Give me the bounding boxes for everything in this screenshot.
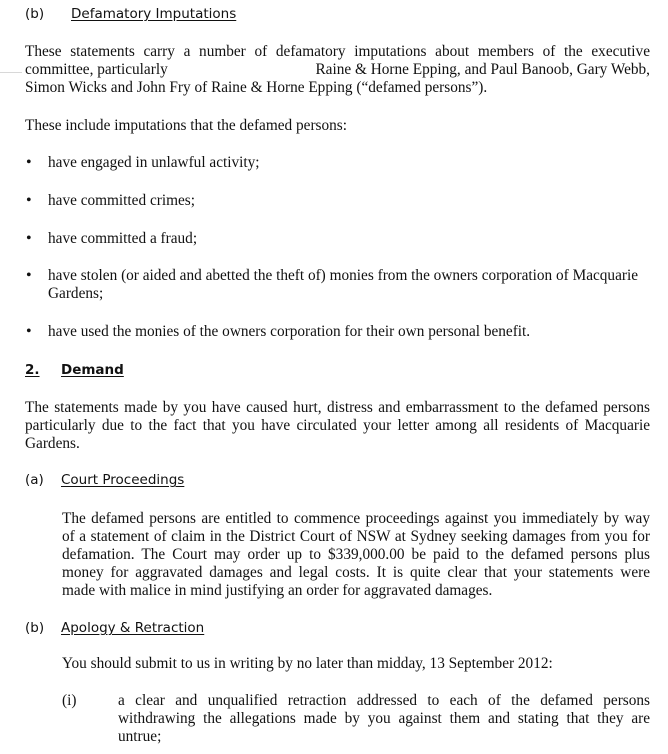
paragraph-line: defamation. The Court may order up to $339,000.00 be paid to the defamed persons plus: [62, 546, 650, 563]
scan-artifact-line: [0, 72, 22, 73]
bullet-item: • have used the monies of the owners corporation for their own personal benefit.: [26, 323, 531, 340]
paragraph-line: These statements carry a number of defamatory imputations about members of the executive: [25, 43, 650, 60]
section-marker: (b): [25, 620, 45, 636]
section-title: Defamatory Imputations: [71, 6, 237, 22]
statements-paragraph: [25, 43, 650, 97]
bullet-icon: •: [26, 154, 32, 171]
paragraph-line: untrue;: [118, 728, 162, 745]
section-title: Apology & Retraction: [61, 620, 205, 636]
paragraph-line: The defamed persons are entitled to commence proceedings against you immediately by way: [62, 510, 650, 527]
court-paragraph: [62, 510, 650, 600]
paragraph-line-redacted: committee, particularly Raine & Horne Epping, and Paul Banoob, Gary Webb,: [25, 61, 650, 78]
paragraph-line: The statements made by you have caused hurt, distress and embarrassment to the defamed persons: [25, 399, 650, 416]
section-b-apology-heading: [25, 620, 325, 640]
bullet-icon: •: [26, 192, 32, 209]
paragraph-line: a clear and unqualified retraction addressed to each of the defamed persons: [118, 692, 650, 709]
paragraph-line: withdrawing the allegations made by you against them and stating that they are: [118, 710, 650, 727]
paragraph-line: Simon Wicks and John Fry of Raine & Horne Epping (“defamed persons”).: [25, 79, 488, 96]
section-title: Court Proceedings: [61, 472, 185, 488]
paragraph-line: These include imputations that the defamed persons:: [25, 117, 347, 134]
section-2-heading: [25, 362, 225, 382]
item-i-marker: (i): [62, 692, 77, 709]
bullet-icon: •: [26, 323, 32, 340]
bullet-icon: •: [26, 230, 32, 247]
hurt-paragraph: [25, 399, 650, 453]
section-marker: (a): [25, 472, 44, 488]
bullet-item: • have stolen (or aided and abetted the theft of) monies from the owners corporation of Macquarie Gardens;: [26, 267, 638, 302]
section-b-heading: [25, 6, 325, 26]
bullet-item: • have committed a fraud;: [26, 230, 198, 247]
section-marker: 2.: [25, 362, 40, 378]
section-marker: (b): [25, 6, 45, 22]
redacted-gap: [168, 61, 316, 79]
include-paragraph: [25, 117, 650, 135]
paragraph-line: of a statement of claim in the District Court of NSW at Sydney seeking damages from you for: [62, 528, 650, 545]
paragraph-line: money for aggravated damages and legal costs. It is quite clear that your statements were: [62, 564, 650, 581]
bullet-continuation: Gardens;: [48, 285, 104, 302]
paragraph-line: You should submit to us in writing by no later than midday, 13 September 2012:: [62, 655, 553, 672]
section-title: Demand: [61, 362, 124, 378]
submit-paragraph: [62, 655, 650, 673]
paragraph-line: particularly due to the fact that you have circulated your letter among all residents of Macquarie: [25, 417, 650, 434]
bullet-item: • have engaged in unlawful activity;: [26, 154, 260, 171]
paragraph-line: made with malice in mind justifying an order for aggravated damages.: [62, 582, 493, 599]
bullet-icon: •: [26, 267, 32, 284]
bullet-item: • have committed crimes;: [26, 192, 195, 209]
section-a-heading: [25, 472, 325, 492]
paragraph-line: Gardens.: [25, 435, 80, 452]
item-i-text: [118, 692, 650, 746]
